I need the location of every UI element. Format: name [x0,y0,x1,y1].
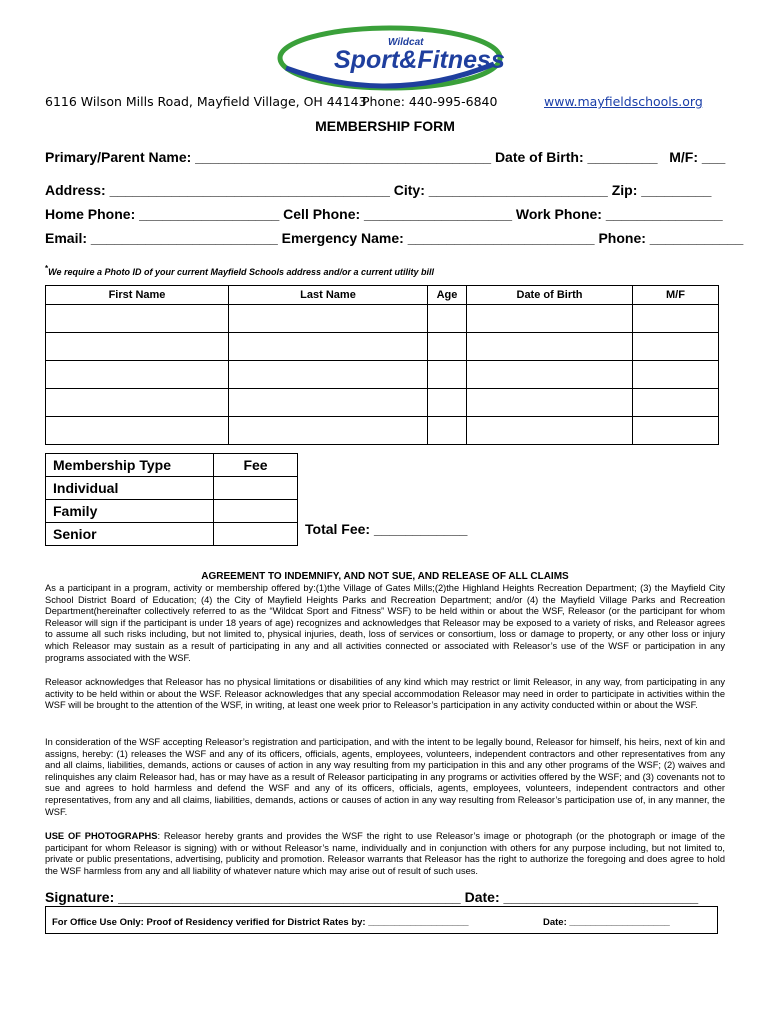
cell-input[interactable] [633,305,719,333]
membership-header-row [46,454,298,477]
logo-brand-text: Sport&Fitness [334,46,504,74]
phone-line[interactable]: Home Phone: __________________ Cell Phone: ___________________ Work Phone: _______________ [45,206,723,222]
cell-input[interactable] [46,305,229,333]
signature-date-line[interactable]: Signature: ____________________________________________ Date: _________________________ [45,889,699,905]
logo-wildcat-text: Wildcat [388,37,424,48]
header-website-link[interactable]: www.mayfieldschools.org [544,94,703,109]
email-emergency-line[interactable]: Email: ________________________ Emergency Name: ________________________ Phone: ____________ [45,230,744,246]
cell-input[interactable] [633,333,719,361]
fee-header: Fee [214,454,298,477]
office-use-box [45,906,718,934]
total-fee-field[interactable]: Total Fee: ____________ [305,521,468,537]
col-first-name: First Name [46,286,229,305]
cell-input[interactable] [229,389,428,417]
cell-input[interactable] [229,305,428,333]
table-row [46,417,719,445]
cell-input[interactable] [467,333,633,361]
cell-input[interactable] [428,389,467,417]
table-header-row [46,286,719,305]
cell-input[interactable] [46,389,229,417]
membership-family: Family [46,500,214,523]
office-date[interactable]: Date: ___________________ [543,917,670,928]
agreement-paragraph-3: In consideration of the WSF accepting Releasor’s registration and participation, and with the intent to be legally bound, Releasor for himself, his heirs, next of kin and assigns, hereby: (1) releases the WSF and any of its officers, officials, agents, employees, volunteers, independent contractors and other representatives from any and all claims, liabilities, demands, actions or causes of action in any way resulting from my participation in this and any other programs of the WSF; (2) waives and relinquishes any claim Releasor had, has or may have as a result of Releasor participating in any programs or activities offered by the WSF; and (3) covenants not to sue and agrees to hold harmless and defend the WSF and any of its officers, officials, agents, employees, volunteers, independent contractors and other representatives, from any and all claims, liabilities, demands, actions or causes of action in any way resulting from Releasor’s participation use of, in any manner, the WSF. [45,737,725,817]
fee-cell[interactable] [214,477,298,500]
cell-input[interactable] [428,361,467,389]
photographs-paragraph [45,831,725,877]
cell-input[interactable] [46,333,229,361]
note-text: We require a Photo ID of your current Mayfield Schools address and/or a current utility bill [48,267,435,277]
wildcat-sport-fitness-logo [276,24,504,96]
members-table [45,285,719,445]
cell-input[interactable] [633,361,719,389]
cell-input[interactable] [467,361,633,389]
address-line[interactable]: Address: ____________________________________ City: _______________________ Zip: _________ [45,182,712,198]
agreement-title: AGREEMENT TO INDEMNIFY, AND NOT SUE, AND RELEASE OF ALL CLAIMS [201,571,569,582]
header-phone: Phone: 440-995-6840 [362,94,498,109]
membership-row [46,500,298,523]
form-title: MEMBERSHIP FORM [315,118,455,134]
agreement-paragraph-2: Releasor acknowledges that Releasor has no physical limitations or disabilities of any kind which may restrict or limit Releasor, in any way, from participating in any activity to be held within or about the WSF. Releasor acknowledges that any special accommodation Releasor may need in order to participate in activities within the WSF will be brought to the attention of the WSF, in writing, at least one week prior to Releasor’s participation in any activity conducted within or about the WSF. [45,677,725,711]
note-marker: * [45,264,49,273]
membership-individual: Individual [46,477,214,500]
office-verified-by[interactable]: For Office Use Only: Proof of Residency verified for District Rates by: ___________________ [52,917,469,928]
primary-parent-line[interactable]: Primary/Parent Name: ______________________________________ Date of Birth: _________ M/F: ___ [45,149,726,165]
table-row [46,361,719,389]
membership-row [46,477,298,500]
cell-input[interactable] [229,417,428,445]
cell-input[interactable] [467,389,633,417]
cell-input[interactable] [46,361,229,389]
fee-cell[interactable] [214,523,298,546]
membership-row [46,523,298,546]
cell-input[interactable] [467,417,633,445]
fee-cell[interactable] [214,500,298,523]
cell-input[interactable] [428,333,467,361]
cell-input[interactable] [428,305,467,333]
membership-senior: Senior [46,523,214,546]
photo-id-note [45,264,434,277]
photographs-label: USE OF PHOTOGRAPHS [45,831,158,841]
cell-input[interactable] [229,333,428,361]
header-address: 6116 Wilson Mills Road, Mayfield Village, OH 44143 [45,94,367,109]
cell-input[interactable] [229,361,428,389]
table-row [46,389,719,417]
cell-input[interactable] [633,389,719,417]
membership-type-header: Membership Type [46,454,214,477]
table-row [46,333,719,361]
cell-input[interactable] [467,305,633,333]
photographs-text: : Releasor hereby grants and provides the WSF the right to use Releasor’s image or photograph (or the photograph or image of the participant for whom Releasor is signing) with or without Releasor’s name, individually and in conjunction with others for any purpose including, but not limited to, private or public presentations, advertising, publicity and promotion. Releasor warrants that Releasor has the right to authorize the foregoing and does agree to hold the WSF harmless from any and all liability of whatever nature which may arise out of result of such uses. [45,831,725,876]
cell-input[interactable] [633,417,719,445]
logo-graphic [276,24,504,96]
agreement-paragraph-1: As a participant in a program, activity or membership offered by:(1)the Village of Gates Mills;(2)the Highland Heights Recreation Department; (3) the Mayfield City School District Board of Education; (4) the City of Mayfield Heights Parks and Recreation Department; and/or (4) the Mayfield Village Parks and Recreation Department(hereinafter collectively referred to as the “Wildcat Sport and Fitness” WSF) to be held within or about the WSF, Releasor (or the participant for whom Releasor will sign if the participant is under 18 years of age) recognizes and acknowledges that Releasor may be exposed to a variety of risks, and Releasor agrees to assume all such risks including, but not limited to, physical injuries, death, loss of services or consortium, loss or damage to property, or any other loss or injury which Releasor may sustain as a result of participating in any and all activities connected or associated with Releasor’s use of the WSF or participation in any programs associated with the WSF. [45,583,725,663]
col-age: Age [428,286,467,305]
cell-input[interactable] [428,417,467,445]
col-mf: M/F [633,286,719,305]
membership-type-table [45,453,298,546]
cell-input[interactable] [46,417,229,445]
table-row [46,305,719,333]
col-date-of-birth: Date of Birth [467,286,633,305]
col-last-name: Last Name [229,286,428,305]
